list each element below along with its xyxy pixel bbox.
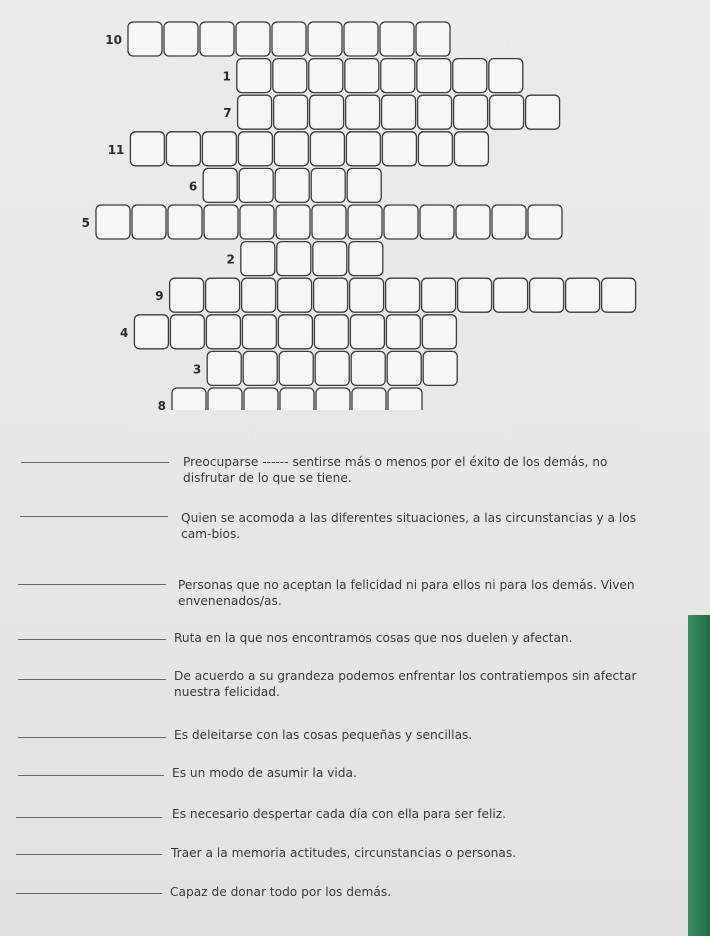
clue-number: 6 (188, 179, 198, 194)
answer-line[interactable] (18, 584, 166, 585)
clue-text: Es necesario despertar cada día con ella para ser feliz. (172, 807, 507, 821)
clue-number: 3 (192, 362, 202, 377)
answer-line[interactable] (20, 516, 168, 517)
answer-line[interactable] (21, 462, 169, 463)
clue-text: De acuerdo a su grandeza podemos enfrentar los contratiempos sin afectar nuestra felicidad. (174, 669, 637, 699)
clue-text: Preocuparse ------ sentirse más o menos por el éxito de los demás, no disfrutar de lo que se tiene. (183, 455, 608, 485)
clue-text: Ruta en la que nos encontramos cosas que nos duelen y afectan. (174, 631, 573, 645)
clue-number: 1 (222, 69, 231, 84)
answer-line[interactable] (18, 737, 166, 738)
clue-number: 8 (157, 399, 166, 410)
clue-text: Capaz de donar todo por los demás. (170, 885, 392, 899)
clue-number: 5 (81, 216, 90, 230)
answer-line[interactable] (18, 639, 166, 640)
answer-line[interactable] (16, 893, 162, 894)
clue-text: Es un modo de asumir la vida. (172, 766, 357, 780)
clue-number: 4 (120, 325, 129, 340)
clue-number: 9 (155, 289, 164, 304)
answer-line[interactable] (18, 679, 166, 680)
clue-number: 2 (226, 252, 235, 267)
clue-number: 10 (105, 33, 122, 47)
answer-line[interactable] (18, 775, 164, 776)
clue-text: Es deleitarse con las cosas pequeñas y sencillas. (174, 728, 473, 742)
clue-number: 7 (223, 106, 232, 121)
clue-number: 11 (107, 142, 125, 157)
clue-text: Quien se acomoda a las diferentes situaciones, a las circunstancias y a los cam-bios. (181, 511, 637, 541)
clue-text: Personas que no aceptan la felicidad ni para ellos ni para los demás. Viven envenenados/as. (178, 578, 635, 608)
clue-text: Traer a la memoria actitudes, circunstancias o personas. (171, 846, 517, 860)
answer-line[interactable] (16, 854, 162, 855)
answer-line[interactable] (16, 817, 162, 818)
